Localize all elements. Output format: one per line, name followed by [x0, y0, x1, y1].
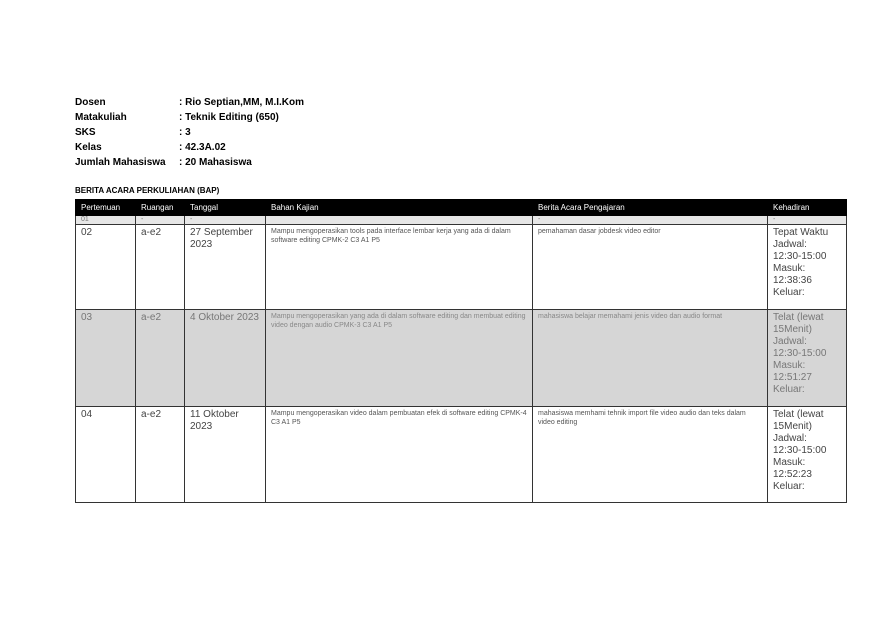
cell-tanggal: -	[185, 216, 266, 225]
table-header-row	[76, 200, 847, 216]
cell-pertemuan: 04	[76, 407, 136, 503]
cell-berita-acara: pemahaman dasar jobdesk video editor	[533, 225, 768, 310]
kehadiran-line: 12:30-15:00	[773, 445, 827, 456]
section-title: BERITA ACARA PERKULIAHAN (BAP)	[75, 186, 220, 195]
kehadiran-line: Keluar:	[773, 287, 805, 298]
cell-berita-acara: mahasiswa memhami tehnik import file video audio dan teks dalam video editing	[533, 407, 768, 503]
info-value: : Rio Septian,MM, M.I.Kom	[179, 97, 304, 108]
cell-bahan-kajian: Mampu mengoperasikan tools pada interface lembar kerja yang ada di dalam software editing CPMK-2 C3 A1 P5	[266, 225, 533, 310]
table-row	[76, 310, 847, 407]
cell-bahan-kajian: Mampu mengoperasikan video dalam pembuatan efek di software editing CPMK-4 C3 A1 P5	[266, 407, 533, 503]
header-kehadiran: Kehadiran	[768, 200, 847, 216]
header-pertemuan: Pertemuan	[76, 200, 136, 216]
cell-kehadiran	[768, 407, 847, 503]
header-tanggal: Tanggal	[185, 200, 266, 216]
info-label: SKS	[75, 127, 96, 138]
kehadiran-line: 12:30-15:00	[773, 348, 827, 359]
course-info	[75, 95, 304, 170]
kehadiran-line: 12:30-15:00	[773, 251, 827, 262]
info-label: Kelas	[75, 142, 102, 153]
kehadiran-line: Jadwal:	[773, 336, 807, 347]
info-row-dosen	[75, 95, 304, 110]
kehadiran-status: Telat (lewat 15Menit)	[773, 312, 824, 335]
cell-bahan-kajian: Mampu mengoperasikan yang ada di dalam software editing dan membuat editing video dengan audio CPMK-3 C3 A1 P5	[266, 310, 533, 407]
cell-berita-acara: -	[533, 216, 768, 225]
cell-ruangan: a-e2	[136, 310, 185, 407]
cell-ruangan: a-e2	[136, 407, 185, 503]
kehadiran-line: Keluar:	[773, 481, 805, 492]
cell-pertemuan: 02	[76, 225, 136, 310]
kehadiran-line: Masuk:	[773, 457, 806, 468]
cell-berita-acara: mahasiswa belajar memahami jenis video dan audio format	[533, 310, 768, 407]
kehadiran-line: 12:51:27	[773, 372, 812, 383]
bap-table	[75, 199, 847, 503]
kehadiran-line: 12:38:36	[773, 275, 812, 286]
cell-kehadiran	[768, 225, 847, 310]
table-row	[76, 407, 847, 503]
cell-tanggal: 27 September 2023	[185, 225, 266, 310]
header-ruangan: Ruangan	[136, 200, 185, 216]
cell-tanggal: 4 Oktober 2023	[185, 310, 266, 407]
header-berita-acara: Berita Acara Pengajaran	[533, 200, 768, 216]
info-value: : 3	[179, 127, 191, 138]
kehadiran-line: Keluar:	[773, 384, 805, 395]
kehadiran-line: Jadwal:	[773, 239, 807, 250]
info-row-kelas	[75, 140, 304, 155]
kehadiran-line: Masuk:	[773, 360, 806, 371]
header-bahan-kajian: Bahan Kajian	[266, 200, 533, 216]
cell-ruangan: -	[136, 216, 185, 225]
cell-pertemuan: 01	[76, 216, 136, 225]
info-value: : 42.3A.02	[179, 142, 226, 153]
kehadiran-status: Tepat Waktu	[773, 227, 829, 238]
cell-ruangan: a-e2	[136, 225, 185, 310]
cell-bahan-kajian	[266, 216, 533, 225]
info-row-jumlah-mahasiswa	[75, 155, 304, 170]
info-value: : Teknik Editing (650)	[179, 112, 279, 123]
kehadiran-line: 12:52:23	[773, 469, 812, 480]
cell-tanggal: 11 Oktober 2023	[185, 407, 266, 503]
cell-pertemuan: 03	[76, 310, 136, 407]
table-row	[76, 216, 847, 225]
kehadiran-line: Jadwal:	[773, 433, 807, 444]
info-value: : 20 Mahasiswa	[179, 157, 252, 168]
info-label: Dosen	[75, 97, 106, 108]
info-row-matakuliah	[75, 110, 304, 125]
kehadiran-status: Telat (lewat 15Menit)	[773, 409, 824, 432]
cell-kehadiran	[768, 310, 847, 407]
kehadiran-line: Masuk:	[773, 263, 806, 274]
info-row-sks	[75, 125, 304, 140]
info-label: Jumlah Mahasiswa	[75, 157, 166, 168]
cell-kehadiran: -	[768, 216, 847, 225]
table-row	[76, 225, 847, 310]
info-label: Matakuliah	[75, 112, 127, 123]
